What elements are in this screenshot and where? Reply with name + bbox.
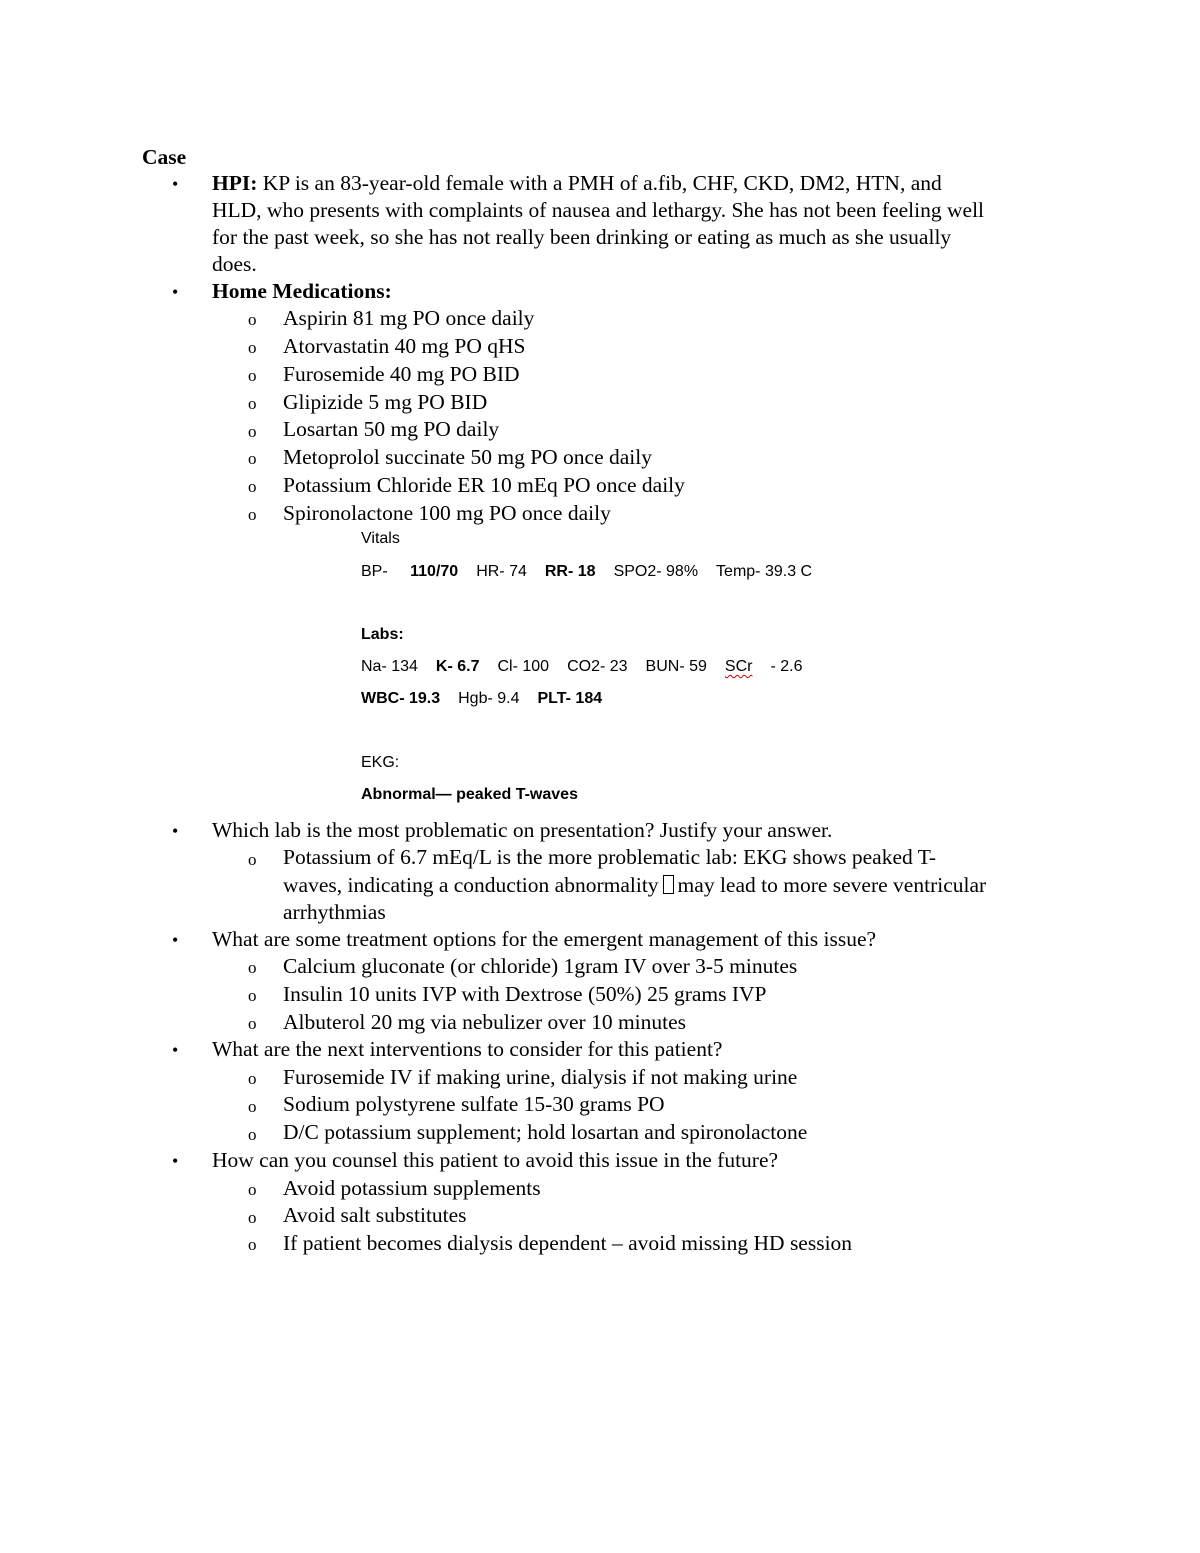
bullet-icon: •	[172, 282, 179, 302]
med-item: Furosemide 40 mg PO BID	[283, 362, 520, 386]
question-3: What are the next interventions to consider for this patient?	[212, 1037, 723, 1061]
answer-line: may lead to more severe ventricular	[677, 872, 987, 897]
answer-item: Insulin 10 units IVP with Dextrose (50%) 25 grams IVP	[283, 982, 767, 1006]
sub-bullet-icon: o	[248, 1180, 257, 1199]
question-1: Which lab is the most problematic on presentation? Justify your answer.	[212, 818, 833, 842]
bullet-icon: •	[172, 1040, 179, 1060]
temp-value: Temp- 39.3 C	[716, 563, 813, 580]
answer-1	[283, 844, 1083, 927]
labs-heading: Labs:	[361, 626, 404, 643]
hr-value: HR- 74	[476, 563, 527, 580]
labs-row-1	[361, 656, 838, 678]
hpi-line: for the past week, so she has not really been drinking or eating as much as she usually	[212, 225, 952, 249]
plt-value: PLT- 184	[537, 690, 603, 707]
sub-bullet-icon: o	[248, 394, 257, 413]
answer-line: arrhythmias	[283, 900, 386, 924]
na-value: Na- 134	[361, 658, 418, 675]
bullet-icon: •	[172, 174, 179, 194]
arrow-placeholder-icon	[663, 875, 674, 894]
sub-bullet-icon: o	[248, 986, 257, 1005]
k-value: K- 6.7	[435, 658, 480, 675]
med-item: Losartan 50 mg PO daily	[283, 417, 500, 441]
sub-bullet-icon: o	[248, 1097, 257, 1116]
med-item: Spironolactone 100 mg PO once daily	[283, 501, 611, 525]
labs-row-2	[361, 688, 620, 710]
sub-bullet-icon: o	[248, 505, 257, 524]
hpi-paragraph	[212, 170, 1072, 278]
med-item: Potassium Chloride ER 10 mEq PO once daily	[283, 473, 685, 497]
sub-bullet-icon: o	[248, 366, 257, 385]
vitals-heading: Vitals	[361, 530, 400, 547]
sub-bullet-icon: o	[248, 1208, 257, 1227]
home-meds-label: Home Medications:	[212, 279, 392, 303]
sub-bullet-icon: o	[248, 1069, 257, 1088]
answer-item: Calcium gluconate (or chloride) 1gram IV over 3-5 minutes	[283, 954, 798, 978]
scr-value: - 2.6	[770, 658, 803, 675]
ekg-heading: EKG:	[361, 754, 400, 771]
rr-value: RR- 18	[544, 563, 596, 580]
sub-bullet-icon: o	[248, 422, 257, 441]
sub-bullet-icon: o	[248, 477, 257, 496]
sub-bullet-icon: o	[248, 958, 257, 977]
cl-value: Cl- 100	[497, 658, 550, 675]
bullet-icon: •	[172, 821, 179, 841]
answer-item: Furosemide IV if making urine, dialysis if not making urine	[283, 1065, 798, 1089]
bun-value: BUN- 59	[645, 658, 707, 675]
bullet-icon: •	[172, 1151, 179, 1171]
bp-value: 110/70	[410, 563, 459, 580]
answer-item: D/C potassium supplement; hold losartan and spironolactone	[283, 1120, 808, 1144]
wbc-value: WBC- 19.3	[361, 690, 441, 707]
case-title: Case	[142, 145, 187, 169]
sub-bullet-icon: o	[248, 1125, 257, 1144]
bullet-icon: •	[172, 930, 179, 950]
hpi-label: HPI:	[212, 171, 258, 195]
med-item: Metoprolol succinate 50 mg PO once daily	[283, 445, 653, 469]
answer-item: Albuterol 20 mg via nebulizer over 10 minutes	[283, 1010, 687, 1034]
answer-item: Sodium polystyrene sulfate 15-30 grams PO	[283, 1092, 665, 1116]
sub-bullet-icon: o	[248, 1014, 257, 1033]
hpi-line: does.	[212, 252, 257, 276]
med-item: Aspirin 81 mg PO once daily	[283, 306, 535, 330]
co2-value: CO2- 23	[567, 658, 628, 675]
question-4: How can you counsel this patient to avoid this issue in the future?	[212, 1148, 779, 1172]
hpi-line: KP is an 83-year-old female with a PMH of a.fib, CHF, CKD, DM2, HTN, and	[262, 171, 942, 195]
sub-bullet-icon: o	[248, 310, 257, 329]
ekg-finding: Abnormal— peaked T-waves	[361, 786, 578, 803]
spo2-value: SPO2- 98%	[613, 563, 699, 580]
answer-item: Avoid potassium supplements	[283, 1176, 541, 1200]
scr-label: SCr	[724, 658, 753, 675]
bp-label: BP-	[361, 563, 388, 580]
hpi-line: HLD, who presents with complaints of nausea and lethargy. She has not been feeling well	[212, 198, 985, 222]
vitals-row	[361, 561, 830, 583]
answer-line: waves, indicating a conduction abnormality	[283, 872, 659, 897]
answer-item: If patient becomes dialysis dependent – avoid missing HD session	[283, 1231, 853, 1255]
med-item: Atorvastatin 40 mg PO qHS	[283, 334, 526, 358]
question-2: What are some treatment options for the emergent management of this issue?	[212, 927, 877, 951]
sub-bullet-icon: o	[248, 449, 257, 468]
med-item: Glipizide 5 mg PO BID	[283, 390, 488, 414]
answer-item: Avoid salt substitutes	[283, 1203, 467, 1227]
sub-bullet-icon: o	[248, 1235, 257, 1254]
answer-line: Potassium of 6.7 mEq/L is the more problematic lab: EKG shows peaked T-	[283, 845, 937, 869]
sub-bullet-icon: o	[248, 850, 257, 869]
sub-bullet-icon: o	[248, 338, 257, 357]
hgb-value: Hgb- 9.4	[458, 690, 520, 707]
